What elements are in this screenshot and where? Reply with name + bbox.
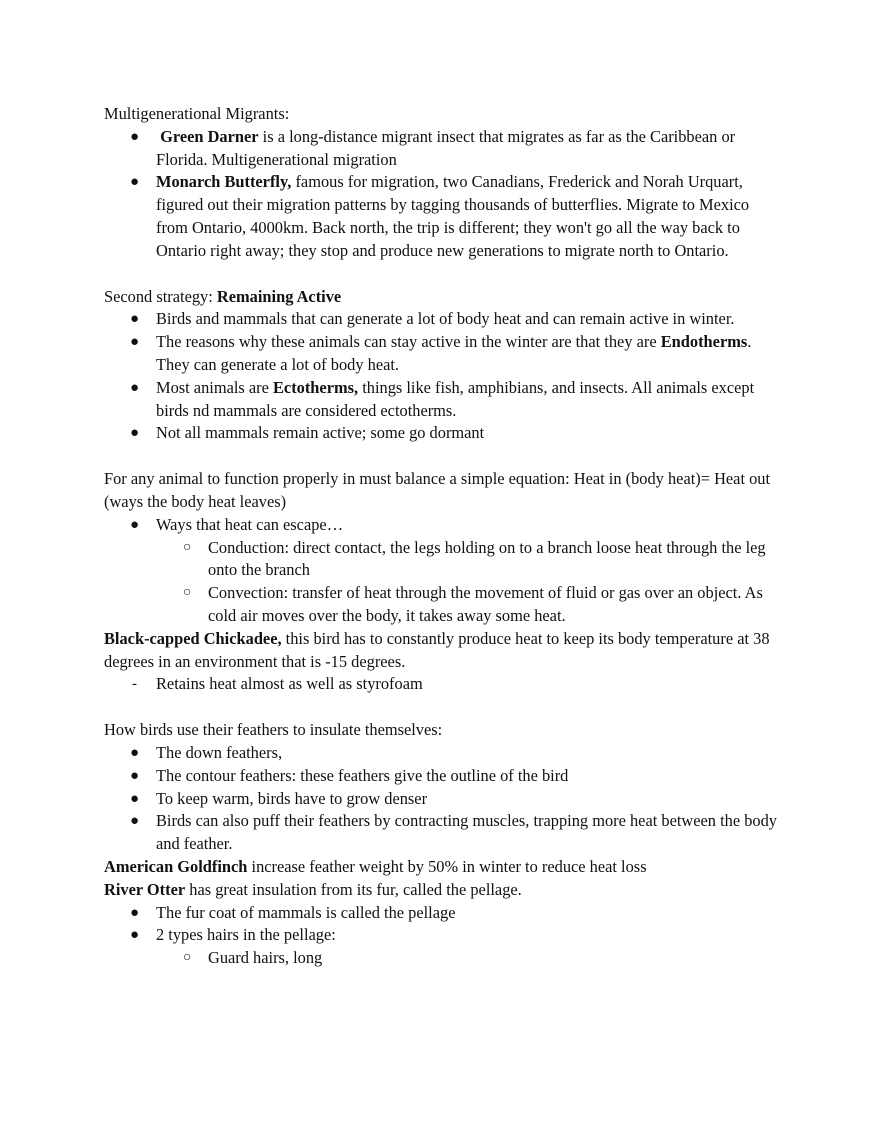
heading-multigenerational-migrants: Multigenerational Migrants: [104,104,290,123]
list-item-text: The fur coat of mammals is called the pellage [156,902,456,922]
list-item-text: 2 types hairs in the pellage: [156,925,336,945]
hollow-bullet-icon: ○ [183,585,192,601]
bullet-icon: ● [130,311,140,328]
list-item [104,788,784,811]
heading-second-strategy [104,286,784,309]
term-american-goldfinch: American Goldfinch [104,856,248,876]
heat-equation-paragraph: For any animal to function properly in must balance a simple equation: Heat in (body heat)= Heat out (ways the body heat leaves) [104,469,771,511]
bullet-icon: ● [130,904,140,921]
list-item-endotherms [104,331,784,377]
list-item [104,924,784,947]
bullet-icon: ● [130,767,140,784]
hollow-bullet-icon: ○ [183,950,192,966]
list-item-text: Conduction: direct contact, the legs holding on to a branch loose heat through the leg onto the branch [208,537,766,580]
bullet-icon: ● [130,813,140,830]
list-item-text: The contour feathers: these feathers give the outline of the bird [156,765,569,785]
sub-list-item-conduction [104,537,784,583]
dash-list-item [104,673,784,696]
list-item-text: Birds can also puff their feathers by contracting muscles, trapping more heat between the body and feather. [156,811,777,854]
list-item [104,765,784,788]
heat-escape-list [104,514,784,628]
monarch-butterfly-text: famous for migration, two Canadians, Frederick and Norah Urquart, figured out their migration patterns by tagging thousands of butterflies. Migrate to Mexico from Ontario, 4000km. Back north, the trip is different; they won't go all the way back to Ontario right away; they stop and produce new generations to migrate north to Ontario. [156,172,750,260]
chickadee-list [104,673,784,696]
bullet-icon: ● [130,425,140,442]
feathers-list [104,742,784,856]
sub-list-item-convection [104,582,784,628]
list-item-text: Retains heat almost as well as styrofoam [156,674,423,694]
term-ectotherms: Ectotherms, [272,377,359,397]
term-monarch-butterfly: Monarch Butterfly, [156,172,292,192]
list-item-text: The down feathers, [156,742,283,762]
list-item [104,514,784,537]
list-item [104,742,784,765]
list-item-text: Convection: transfer of heat through the movement of fluid or gas over an object. As cold air moves over the body, it takes away some heat. [208,583,763,625]
bullet-icon: ● [130,334,140,351]
bullet-icon: ● [130,174,140,191]
list-item-text: Ways that heat can escape… [156,514,344,534]
otter-text: has great insulation from its fur, called the pellage. [185,879,522,899]
list-item-text: Not all mammals remain active; some go dormant [156,423,485,443]
list-item [104,902,784,925]
list-item-text: Guard hairs, long [208,948,323,968]
remaining-active-list [104,308,784,445]
bullet-icon: ● [130,379,140,396]
heading-feathers: How birds use their feathers to insulate themselves: [104,720,443,740]
list-item [104,810,784,856]
list-item-ectotherms [104,377,784,423]
list-item-monarch-butterfly [104,171,784,262]
migrants-list [104,126,784,263]
second-strategy-prefix: Second strategy: [104,286,217,306]
list-item-green-darner [104,126,784,172]
list-item-text: . They can generate a lot of body heat. [156,332,752,374]
term-remaining-active: Remaining Active [216,286,342,306]
sub-list-item-guard-hairs [104,947,784,970]
bullet-icon: ● [130,744,140,761]
otter-paragraph [104,879,784,902]
otter-list [104,902,784,970]
dash-icon: - [132,676,137,693]
list-item [104,308,784,331]
list-item-text: To keep warm, birds have to grow denser [156,788,428,808]
list-item-text: The reasons why these animals can stay active in the winter are that they are [156,332,661,352]
green-darner-text: is a long-distance migrant insect that migrates as far as the Caribbean or Florida. Multigenerational migration [156,126,736,169]
list-item-text: Most animals are [156,377,273,397]
list-item-text: things like fish, amphibians, and insects. All animals except birds nd mammals are considered ectotherms. [156,377,755,420]
list-item-text: Birds and mammals that can generate a lot of body heat and can remain active in winter. [156,309,735,329]
term-endotherms: Endotherms [660,332,748,352]
hollow-bullet-icon: ○ [183,539,192,555]
term-black-capped-chickadee: Black-capped Chickadee, [104,628,282,648]
goldfinch-text: increase feather weight by 50% in winter to reduce heat loss [247,856,647,876]
bullet-icon: ● [130,516,140,533]
bullet-icon: ● [130,927,140,944]
term-river-otter: River Otter [104,879,186,899]
term-green-darner: Green Darner [160,126,259,146]
document-body [104,103,784,970]
chickadee-text: this bird has to constantly produce heat to keep its body temperature at 38 degrees in an environment that is -15 degrees. [104,628,770,671]
chickadee-paragraph [104,628,784,674]
list-item [104,422,784,445]
bullet-icon: ● [130,790,140,807]
bullet-icon: ● [130,128,140,145]
goldfinch-paragraph [104,856,784,879]
